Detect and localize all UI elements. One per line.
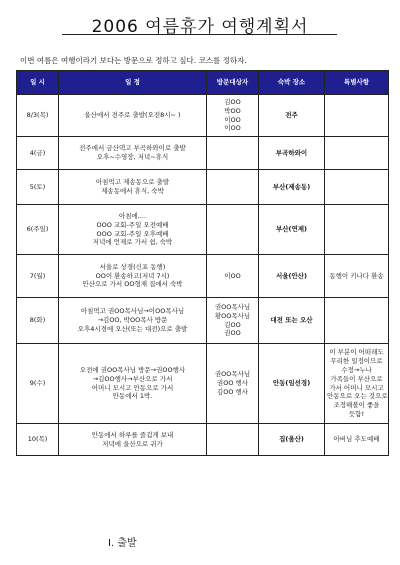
cell-line: 김OO 행사 [216, 387, 249, 396]
visitors-cell [207, 424, 259, 456]
cell-line: 이 부분이 어떠래도 [329, 348, 384, 357]
note-cell [325, 424, 389, 456]
cell-line: 김OO [224, 97, 241, 106]
cell-line: 황OO목사님 [214, 311, 251, 320]
visitors-cell [207, 205, 259, 255]
visitors-cell [207, 298, 259, 344]
note-cell [325, 170, 389, 205]
cell-line: 전주에서 금산댁고 부곡하와이로 출발 [79, 144, 186, 153]
date-cell: 5(토) [17, 170, 59, 205]
header-date: 일 시 [17, 71, 59, 95]
cell-line: 아침먹고 제송동으로 출발 [95, 178, 170, 187]
schedule-cell [59, 255, 207, 298]
schedule-cell [59, 424, 207, 456]
cell-line: 가족들이 부산으로 [330, 374, 383, 383]
schedule-cell [59, 344, 207, 424]
cell-line: 조정해볼이 좋을 [333, 401, 380, 410]
table-row [17, 255, 389, 298]
cell-line: 아침먹고 권OO목사님→이OO목사님 [80, 307, 185, 316]
title-underline [62, 34, 337, 35]
intro-text: 이번 여름은 여행이라기 보다는 방문으로 정하고 싶다. 코스를 정하자. [20, 56, 247, 65]
visitors-cell [207, 344, 259, 424]
date-cell: 10(목) [17, 424, 59, 456]
cell-line: 울산에서 전주로 출발(오전8시~ ) [84, 111, 181, 120]
cell-line: 이OO [224, 124, 241, 133]
table-row [17, 298, 389, 344]
cell-line: 권OO목사님 [214, 370, 251, 379]
lodging-cell: 부산(제송동) [259, 170, 325, 205]
cell-line: OOO 교회-주일 오후예배 [96, 229, 169, 238]
schedule-cell [59, 170, 207, 205]
note-cell [325, 344, 389, 424]
cell-line: 권OO 행사 [216, 379, 249, 388]
cell-line: 듯함! [348, 409, 365, 418]
cell-line: 김OO [224, 320, 241, 329]
header-visitors: 방문대상자 [207, 71, 259, 95]
header-lodging: 숙박 장소 [259, 71, 325, 95]
cell-line: 무리한 일정이므로 [330, 357, 383, 366]
cell-line: 오전에 권OO목사님 방문→권OO행사 [79, 365, 186, 374]
date-cell: 7(월) [17, 255, 59, 298]
date-cell: 9(수) [17, 344, 59, 424]
schedule-cell [59, 137, 207, 170]
schedule-cell [59, 95, 207, 137]
visitors-cell [207, 255, 259, 298]
cell-line: 아버님 추도예배 [333, 435, 380, 444]
section-heading: I. 출발 [108, 538, 137, 549]
schedule-cell [59, 298, 207, 344]
note-cell [325, 137, 389, 170]
document-title: 2006 여름휴가 여행계획서 [91, 17, 309, 37]
lodging-cell: 부곡하와이 [259, 137, 325, 170]
date-cell: 8/3(목) [17, 95, 59, 137]
visitors-cell [207, 95, 259, 137]
note-cell [325, 95, 389, 137]
table-header-row [17, 71, 389, 95]
schedule-cell [59, 205, 207, 255]
lodging-cell: 안동(임선경) [259, 344, 325, 424]
table-row [17, 344, 389, 424]
cell-line: 안동으로 오는 것으로 [327, 392, 388, 401]
table-row [17, 95, 389, 137]
cell-line: 안동에서 1박. [112, 392, 153, 401]
note-cell [325, 205, 389, 255]
cell-line: 오후4시경에 오산(또는 대전)으로 출발 [77, 324, 188, 333]
cell-line: 아침에.... [118, 211, 147, 220]
cell-line: 동행이 키나다 환송 [329, 271, 384, 280]
plan-table [16, 70, 389, 456]
table-row [17, 205, 389, 255]
visitors-cell [207, 170, 259, 205]
table-row [17, 170, 389, 205]
table-body [17, 95, 389, 456]
table-row [17, 424, 389, 456]
cell-line: OO이 환송하고(저녁 7시) [95, 271, 170, 280]
cell-line: →김OO, 박OO목사 방문 [97, 316, 168, 325]
date-cell: 4(금) [17, 137, 59, 170]
header-note: 특별사항 [325, 71, 389, 95]
cell-line: 이OO [224, 271, 241, 280]
cell-line: 어머니 모시고 안동으로 가서 [91, 383, 174, 392]
table-row [17, 137, 389, 170]
cell-line: 저녁에 언제로 가서 쉼, 숙박 [92, 238, 173, 247]
cell-line: 박OO [224, 106, 241, 115]
date-cell: 8(화) [17, 298, 59, 344]
cell-line: 가서 어머니 모시고 [329, 383, 384, 392]
lodging-cell: 집(울산) [259, 424, 325, 456]
cell-line: OOO 교회-주일 오전예배 [96, 220, 169, 229]
cell-line: 권OO [224, 329, 241, 338]
cell-line: 권OO목사님 [214, 302, 251, 311]
cell-line: 서울로 상경(신포 동행) [99, 262, 166, 271]
cell-line: 제송동에서 휴식, 숙박 [101, 187, 164, 195]
cell-line: 안동에서 하루를 즐겁게 보내 [91, 430, 174, 439]
header-schedule: 일 정 [59, 71, 207, 95]
lodging-cell: 서울(안산) [259, 255, 325, 298]
cell-line: →김OO행사→부산으로 가서 [92, 374, 173, 383]
lodging-cell: 전주 [259, 95, 325, 137]
note-cell [325, 255, 389, 298]
cell-line: 저녁에 울산으로 귀가 [102, 439, 163, 448]
note-cell [325, 298, 389, 344]
cell-line: 이OO [224, 115, 241, 124]
lodging-cell: 대전 또는 오산 [259, 298, 325, 344]
cell-line: 오후~수영장, 저녁~휴식 [96, 153, 169, 161]
cell-line: 수정→누나 [341, 365, 372, 374]
cell-line: 안산으로 가서 OO형제 집에서 숙박 [82, 280, 183, 289]
visitors-cell [207, 137, 259, 170]
date-cell: 6(주일) [17, 205, 59, 255]
lodging-cell: 부산(연제) [259, 205, 325, 255]
